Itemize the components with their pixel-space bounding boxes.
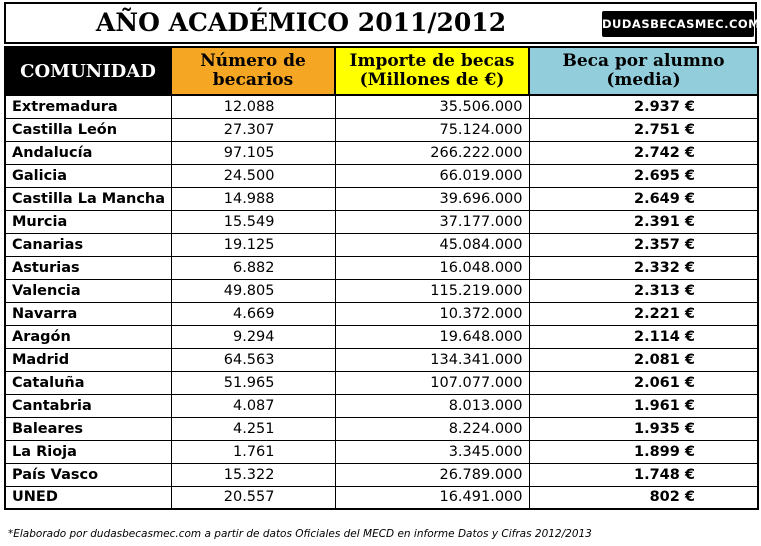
- table-row: [5, 279, 758, 302]
- amount-cell: 107.077.000: [335, 371, 529, 394]
- amount-cell: 26.789.000: [335, 463, 529, 486]
- recipients-cell: 97.105: [171, 141, 335, 164]
- recipients-cell: 27.307: [171, 118, 335, 141]
- recipients-cell: 15.322: [171, 463, 335, 486]
- average-cell: 2.742 €: [529, 141, 758, 164]
- table-row: [5, 463, 758, 486]
- header-average-line1: Beca por alumno: [562, 51, 725, 71]
- header-average: [529, 47, 758, 95]
- recipients-cell: 64.563: [171, 348, 335, 371]
- community-cell: Baleares: [5, 417, 171, 440]
- table-body: [5, 95, 758, 509]
- amount-cell: 16.491.000: [335, 486, 529, 509]
- amount-cell: 39.696.000: [335, 187, 529, 210]
- average-cell: 2.695 €: [529, 164, 758, 187]
- community-cell: Castilla La Mancha: [5, 187, 171, 210]
- community-cell: Canarias: [5, 233, 171, 256]
- amount-cell: 10.372.000: [335, 302, 529, 325]
- average-cell: 2.751 €: [529, 118, 758, 141]
- table-row: [5, 348, 758, 371]
- header-recipients-line2: becarios: [212, 70, 294, 90]
- community-cell: Aragón: [5, 325, 171, 348]
- community-cell: Castilla León: [5, 118, 171, 141]
- amount-cell: 8.224.000: [335, 417, 529, 440]
- community-cell: UNED: [5, 486, 171, 509]
- amount-cell: 134.341.000: [335, 348, 529, 371]
- amount-cell: 66.019.000: [335, 164, 529, 187]
- table-row: [5, 394, 758, 417]
- table-row: [5, 325, 758, 348]
- average-cell: 2.391 €: [529, 210, 758, 233]
- amount-cell: 45.084.000: [335, 233, 529, 256]
- amount-cell: 3.345.000: [335, 440, 529, 463]
- recipients-cell: 24.500: [171, 164, 335, 187]
- table-row: [5, 256, 758, 279]
- amount-cell: 115.219.000: [335, 279, 529, 302]
- header-amount-line2: (Millones de €): [359, 70, 505, 90]
- community-cell: Valencia: [5, 279, 171, 302]
- average-cell: 2.937 €: [529, 95, 758, 118]
- brand-logo: DUDASBECASMEC.COM: [602, 11, 754, 37]
- table-row: [5, 118, 758, 141]
- community-cell: País Vasco: [5, 463, 171, 486]
- table-row: [5, 187, 758, 210]
- community-cell: Cataluña: [5, 371, 171, 394]
- average-cell: 2.332 €: [529, 256, 758, 279]
- recipients-cell: 4.087: [171, 394, 335, 417]
- average-cell: 2.313 €: [529, 279, 758, 302]
- community-cell: Navarra: [5, 302, 171, 325]
- table-row: [5, 95, 758, 118]
- recipients-cell: 6.882: [171, 256, 335, 279]
- community-cell: Galicia: [5, 164, 171, 187]
- table-row: [5, 233, 758, 256]
- header-recipients-line1: Número de: [200, 51, 306, 71]
- page-title: AÑO ACADÉMICO 2011/2012: [95, 8, 507, 37]
- recipients-cell: 15.549: [171, 210, 335, 233]
- header-recipients: [171, 47, 335, 95]
- table-row: [5, 440, 758, 463]
- recipients-cell: 12.088: [171, 95, 335, 118]
- community-cell: Murcia: [5, 210, 171, 233]
- average-cell: 2.649 €: [529, 187, 758, 210]
- average-cell: 2.081 €: [529, 348, 758, 371]
- table-row: [5, 141, 758, 164]
- footnote: *Elaborado por dudasbecasmec.com a partir de datos Oficiales del MECD en informe Datos y Cifras 2012/2013: [8, 528, 592, 540]
- title-bar: [4, 2, 761, 44]
- average-cell: 2.114 €: [529, 325, 758, 348]
- community-cell: Madrid: [5, 348, 171, 371]
- recipients-cell: 1.761: [171, 440, 335, 463]
- amount-cell: 75.124.000: [335, 118, 529, 141]
- recipients-cell: 20.557: [171, 486, 335, 509]
- amount-cell: 16.048.000: [335, 256, 529, 279]
- header-community-label: COMUNIDAD: [20, 60, 156, 82]
- community-cell: Andalucía: [5, 141, 171, 164]
- average-cell: 1.899 €: [529, 440, 758, 463]
- recipients-cell: 4.251: [171, 417, 335, 440]
- recipients-cell: 9.294: [171, 325, 335, 348]
- table-row: [5, 417, 758, 440]
- average-cell: 2.221 €: [529, 302, 758, 325]
- recipients-cell: 19.125: [171, 233, 335, 256]
- average-cell: 1.961 €: [529, 394, 758, 417]
- recipients-cell: 49.805: [171, 279, 335, 302]
- amount-cell: 35.506.000: [335, 95, 529, 118]
- amount-cell: 19.648.000: [335, 325, 529, 348]
- average-cell: 802 €: [529, 486, 758, 509]
- table-row: [5, 210, 758, 233]
- community-cell: Asturias: [5, 256, 171, 279]
- amount-cell: 266.222.000: [335, 141, 529, 164]
- average-cell: 1.935 €: [529, 417, 758, 440]
- recipients-cell: 14.988: [171, 187, 335, 210]
- header-amount-line1: Importe de becas: [349, 51, 515, 71]
- table-row: [5, 486, 758, 509]
- amount-cell: 8.013.000: [335, 394, 529, 417]
- table-row: [5, 302, 758, 325]
- header-amount: [335, 47, 529, 95]
- recipients-cell: 4.669: [171, 302, 335, 325]
- table-row: [5, 164, 758, 187]
- average-cell: 2.061 €: [529, 371, 758, 394]
- community-cell: Extremadura: [5, 95, 171, 118]
- recipients-cell: 51.965: [171, 371, 335, 394]
- amount-cell: 37.177.000: [335, 210, 529, 233]
- header-row: [5, 47, 758, 95]
- table-row: [5, 371, 758, 394]
- community-cell: La Rioja: [5, 440, 171, 463]
- header-community: [5, 47, 171, 95]
- average-cell: 2.357 €: [529, 233, 758, 256]
- community-cell: Cantabria: [5, 394, 171, 417]
- header-average-line2: (media): [606, 70, 681, 90]
- average-cell: 1.748 €: [529, 463, 758, 486]
- scholarship-table: [4, 46, 759, 510]
